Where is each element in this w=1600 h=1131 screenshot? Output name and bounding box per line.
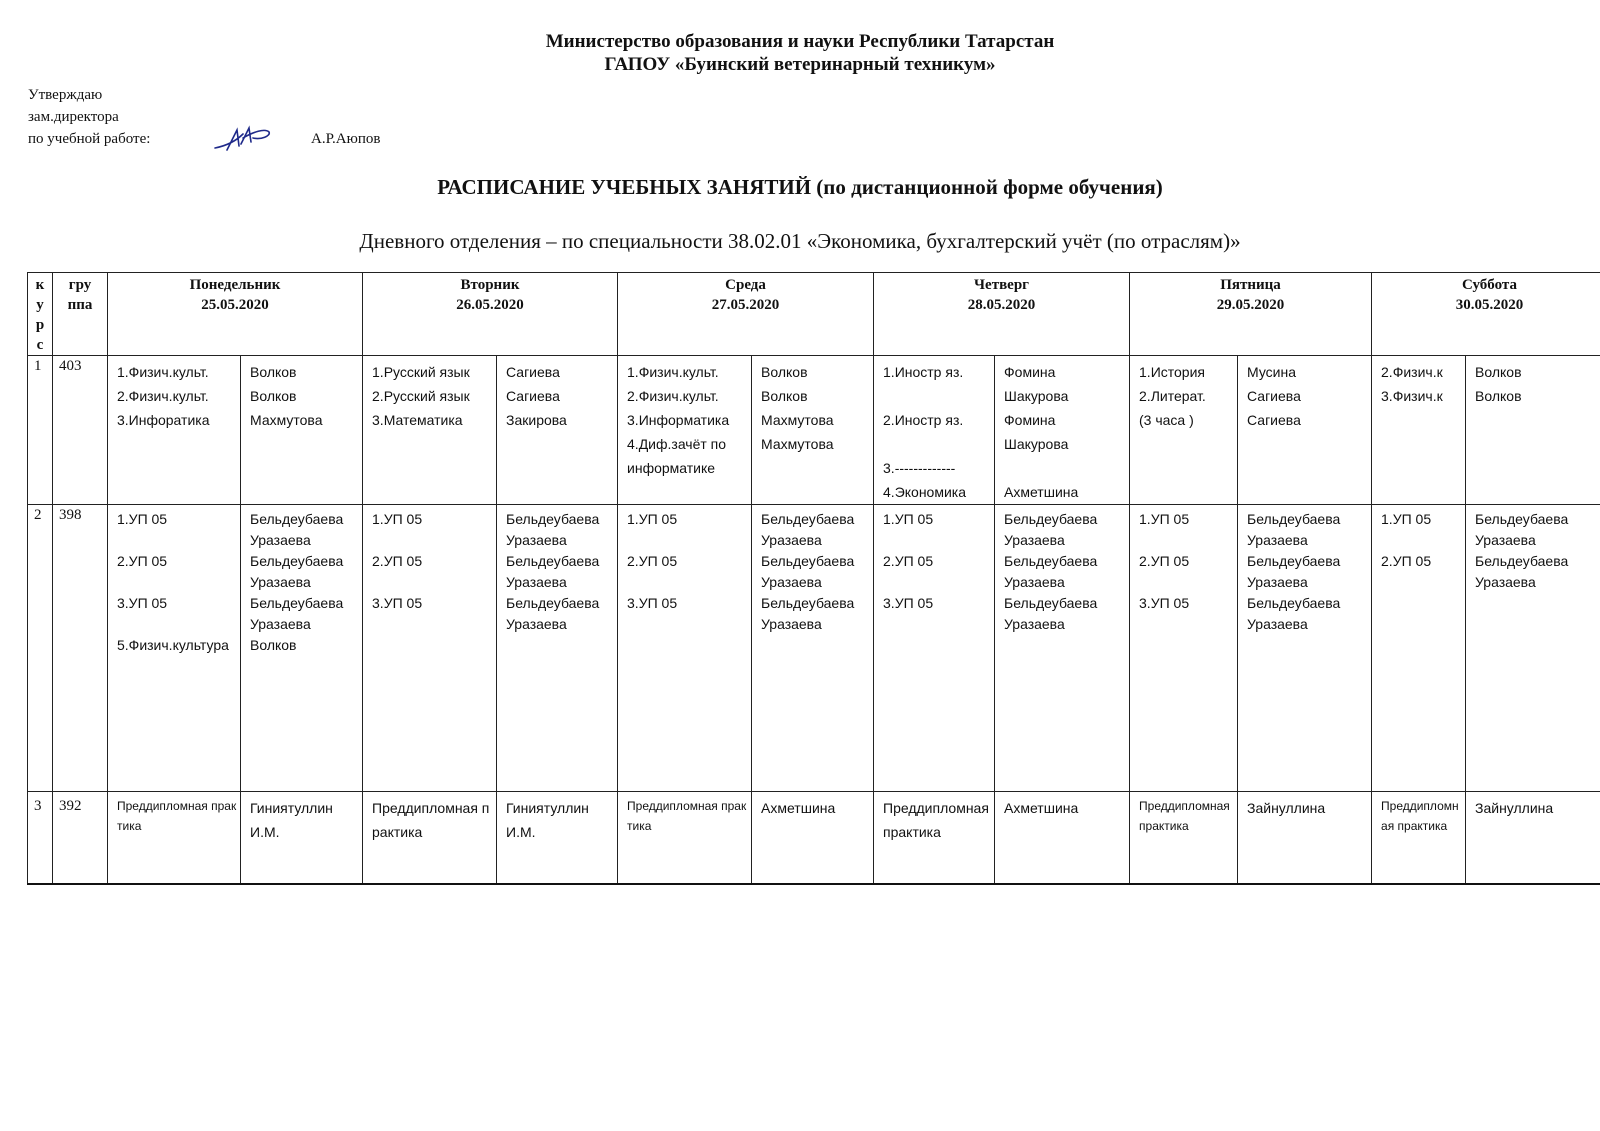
- subject-cell: [108, 505, 241, 792]
- subject-entry: 2.УП 05: [1139, 553, 1190, 569]
- subject-entry: [1139, 530, 1237, 551]
- teacher-entry: Уразаева: [1475, 574, 1536, 590]
- subject-cell: [363, 356, 497, 505]
- teacher-entry: Волков: [761, 388, 808, 404]
- teacher-entry: Уразаева: [1004, 532, 1065, 548]
- subject-entry: 1.УП 05: [1139, 511, 1190, 527]
- ministry-title: Министерство образования и науки Республики Татарстан: [545, 31, 1055, 52]
- approval-line-1: Утверждаю: [28, 87, 103, 103]
- teacher-entry: Сагиева: [506, 364, 560, 380]
- subject-entry: [372, 572, 496, 593]
- approver-name: А.Р.Аюпов: [311, 131, 381, 147]
- subject-cell: [618, 505, 752, 792]
- subject-cell: [874, 505, 995, 792]
- subject-cell: [1130, 356, 1238, 505]
- teacher-entry: Бельдеубаева: [506, 553, 600, 569]
- teacher-entry: Волков: [250, 388, 297, 404]
- subject-entry: 3.УП 05: [883, 595, 934, 611]
- teacher-entry: Уразаева: [761, 574, 822, 590]
- teacher-entry: Уразаева: [761, 616, 822, 632]
- teacher-entry: Бельдеубаева: [1247, 553, 1341, 569]
- subject-cell: [363, 505, 497, 792]
- table-row: [28, 356, 1600, 505]
- teacher-cell: [241, 356, 363, 505]
- teacher-cell: [1238, 505, 1372, 792]
- institution-title: ГАПОУ «Буинский ветеринарный техникум»: [604, 54, 996, 75]
- teacher-entry: Волков: [761, 364, 808, 380]
- teacher-entry: Сагиева: [506, 388, 560, 404]
- teacher-entry: Бельдеубаева: [1004, 511, 1098, 527]
- teacher-entry: Уразаева: [250, 532, 311, 548]
- subject-entry: 3.-------------: [883, 460, 956, 476]
- subject-cell: [363, 792, 497, 884]
- teacher-cell: [241, 505, 363, 792]
- teacher-entry: Волков: [250, 637, 297, 653]
- teacher-entry: Зайнуллина: [1247, 800, 1326, 816]
- subject-cell: [618, 356, 752, 505]
- col-group: гру ппа: [53, 273, 108, 356]
- teacher-entry: Бельдеубаева: [506, 595, 600, 611]
- page-subtitle: Дневного отделения – по специальности 38.02.01 «Экономика, бухгалтерский учёт (по отраслям)»: [359, 229, 1241, 253]
- teacher-entry: Уразаева: [506, 574, 567, 590]
- subject-entry: 2.УП 05: [627, 553, 678, 569]
- subject-entry: 2.УП 05: [883, 553, 934, 569]
- teacher-entry: Уразаева: [1247, 532, 1308, 548]
- subject-entry: 4.Экономика: [883, 484, 967, 500]
- subject-entry: [627, 530, 751, 551]
- teacher-entry: Сагиева: [1247, 412, 1301, 428]
- subject-entry: [883, 572, 994, 593]
- teacher-entry: Уразаева: [250, 616, 311, 632]
- teacher-cell: [241, 792, 363, 884]
- teacher-cell: [1466, 505, 1600, 792]
- subject-entry: 2.УП 05: [1381, 553, 1432, 569]
- subject-cell: [874, 356, 995, 505]
- teacher-entry: Бельдеубаева: [761, 553, 855, 569]
- teacher-cell: [497, 505, 618, 792]
- teacher-entry: Волков: [1475, 388, 1522, 404]
- schedule-table: [27, 272, 1600, 885]
- teacher-cell: [752, 792, 874, 884]
- teacher-entry: Гиниятуллин И.М.: [250, 800, 333, 840]
- subject-entry: 2.Литерат.: [1139, 388, 1206, 404]
- subject-entry: [627, 572, 751, 593]
- teacher-cell: [995, 505, 1130, 792]
- header-row: [28, 273, 1600, 356]
- subject-entry: 3.УП 05: [1139, 595, 1190, 611]
- subject-cell: [1372, 505, 1466, 792]
- subject-entry: Преддипломная практика: [1381, 799, 1459, 833]
- subject-entry: 1.Иностр яз.: [883, 364, 964, 380]
- teacher-entry: [761, 456, 873, 480]
- subject-entry: 3.УП 05: [372, 595, 423, 611]
- teacher-entry: Ахметшина: [1004, 800, 1079, 816]
- group-cell: 398: [53, 505, 108, 792]
- subject-cell: [1372, 792, 1466, 884]
- subject-entry: [117, 530, 240, 551]
- teacher-cell: [1466, 792, 1600, 884]
- subject-entry: 1.УП 05: [117, 511, 168, 527]
- subject-cell: [1372, 356, 1466, 505]
- subject-entry: Преддипломная практика: [117, 799, 237, 833]
- teacher-entry: Уразаева: [1247, 616, 1308, 632]
- kurs-cell: 1: [28, 356, 53, 505]
- teacher-cell: [752, 505, 874, 792]
- teacher-entry: Бельдеубаева: [1475, 553, 1569, 569]
- teacher-entry: Бельдеубаева: [506, 511, 600, 527]
- teacher-entry: Сагиева: [1247, 388, 1301, 404]
- teacher-entry: Бельдеубаева: [250, 595, 344, 611]
- teacher-cell: [497, 356, 618, 505]
- subject-entry: 3.УП 05: [627, 595, 678, 611]
- teacher-entry: Уразаева: [1475, 532, 1536, 548]
- teacher-entry: Закирова: [506, 412, 567, 428]
- col-day-fri: Пятница 29.05.2020: [1130, 273, 1372, 356]
- subject-entry: 1.УП 05: [1381, 511, 1432, 527]
- teacher-entry: Бельдеубаева: [1004, 595, 1098, 611]
- teacher-entry: Махмутова: [250, 412, 323, 428]
- teacher-entry: Фомина: [1004, 364, 1056, 380]
- teacher-entry: Бельдеубаева: [250, 511, 344, 527]
- teacher-cell: [1238, 792, 1372, 884]
- col-day-sat: Суббота 30.05.2020: [1372, 273, 1600, 356]
- teacher-entry: Зайнуллина: [1475, 800, 1554, 816]
- subject-entry: 1.Физич.культ.: [627, 364, 719, 380]
- subject-entry: 3.Инфоратика: [117, 412, 210, 428]
- subject-entry: [117, 572, 240, 593]
- teacher-entry: Волков: [250, 364, 297, 380]
- teacher-entry: Шакурова: [1004, 436, 1069, 452]
- subject-entry: 1.УП 05: [372, 511, 423, 527]
- approval-role: по учебной работе:: [28, 131, 151, 147]
- subject-entry: [1139, 572, 1237, 593]
- teacher-entry: Бельдеубаева: [250, 553, 344, 569]
- subject-entry: [883, 432, 994, 456]
- subject-cell: [874, 792, 995, 884]
- approval-block: [28, 84, 381, 150]
- subject-entry: 2.УП 05: [372, 553, 423, 569]
- group-cell: 392: [53, 792, 108, 884]
- subject-entry: (3 часа ): [1139, 412, 1194, 428]
- subject-entry: 1.УП 05: [883, 511, 934, 527]
- group-cell: 403: [53, 356, 108, 505]
- col-kurs: к у р с: [28, 273, 53, 356]
- teacher-cell: [1238, 356, 1372, 505]
- subject-entry: 1.Русский язык: [372, 364, 470, 380]
- subject-entry: 1.Физич.культ.: [117, 364, 209, 380]
- subject-entry: [883, 384, 994, 408]
- teacher-entry: Махмутова: [761, 412, 834, 428]
- teacher-entry: Уразаева: [1004, 574, 1065, 590]
- subject-entry: 1.История: [1139, 364, 1205, 380]
- document-header: [0, 30, 1600, 76]
- subject-cell: [108, 792, 241, 884]
- teacher-entry: Гиниятуллин И.М.: [506, 800, 589, 840]
- teacher-entry: Уразаева: [761, 532, 822, 548]
- kurs-cell: 2: [28, 505, 53, 792]
- subject-entry: 2.Физич.культ.: [117, 388, 209, 404]
- approval-line-3: [28, 128, 381, 150]
- subject-entry: 4.Диф.зачёт по: [627, 436, 727, 452]
- subject-cell: [1130, 505, 1238, 792]
- subject-entry: Преддипломная практика: [1139, 799, 1230, 833]
- teacher-entry: Уразаева: [1004, 616, 1065, 632]
- subject-entry: [883, 530, 994, 551]
- teacher-cell: [995, 792, 1130, 884]
- subject-entry: [372, 530, 496, 551]
- subject-entry: 3.Физич.к: [1381, 388, 1443, 404]
- col-day-tue: Вторник 26.05.2020: [363, 273, 618, 356]
- teacher-entry: Уразаева: [506, 616, 567, 632]
- teacher-entry: Махмутова: [761, 436, 834, 452]
- subject-entry: 3.Информатика: [627, 412, 730, 428]
- page-title: РАСПИСАНИЕ УЧЕБНЫХ ЗАНЯТИЙ (по дистанционной форме обучения): [437, 175, 1163, 199]
- subject-entry: Преддипломная практика: [372, 800, 490, 840]
- teacher-entry: Бельдеубаева: [1004, 553, 1098, 569]
- teacher-entry: Волков: [1475, 364, 1522, 380]
- col-day-thu: Четверг 28.05.2020: [874, 273, 1130, 356]
- subject-entry: 2.УП 05: [117, 553, 168, 569]
- subject-entry: 1.УП 05: [627, 511, 678, 527]
- table-row: [28, 792, 1600, 884]
- teacher-entry: Мусина: [1247, 364, 1297, 380]
- table-row: [28, 505, 1600, 792]
- teacher-entry: Уразаева: [1247, 574, 1308, 590]
- subject-entry: 2.Иностр яз.: [883, 412, 964, 428]
- col-day-wed: Среда 27.05.2020: [618, 273, 874, 356]
- teacher-entry: Шакурова: [1004, 388, 1069, 404]
- subject-entry: 2.Русский язык: [372, 388, 470, 404]
- teacher-entry: Уразаева: [506, 532, 567, 548]
- signature-icon: [213, 124, 273, 154]
- teacher-entry: Бельдеубаева: [761, 595, 855, 611]
- subject-entry: 3.УП 05: [117, 595, 168, 611]
- subject-entry: 2.Физич.культ.: [627, 388, 719, 404]
- subject-cell: [618, 792, 752, 884]
- subject-entry: 3.Математика: [372, 412, 463, 428]
- teacher-cell: [1466, 356, 1600, 505]
- kurs-cell: 3: [28, 792, 53, 884]
- subject-entry: [1381, 530, 1465, 551]
- subject-cell: [1130, 792, 1238, 884]
- teacher-entry: Бельдеубаева: [1247, 511, 1341, 527]
- teacher-cell: [995, 356, 1130, 505]
- teacher-entry: Ахметшина: [1004, 484, 1079, 500]
- subject-cell: [108, 356, 241, 505]
- teacher-entry: Бельдеубаева: [1475, 511, 1569, 527]
- teacher-entry: Ахметшина: [761, 800, 836, 816]
- subject-entry: Преддипломная практика: [883, 800, 989, 840]
- teacher-entry: Бельдеубаева: [1247, 595, 1341, 611]
- subject-entry: 5.Физич.культура: [117, 637, 229, 653]
- subject-entry: [117, 614, 240, 635]
- teacher-entry: Фомина: [1004, 412, 1056, 428]
- col-day-mon: Понедельник 25.05.2020: [108, 273, 363, 356]
- subject-entry: информатике: [627, 460, 716, 476]
- teacher-cell: [752, 356, 874, 505]
- teacher-entry: [1004, 456, 1129, 480]
- subject-entry: 2.Физич.к: [1381, 364, 1443, 380]
- approval-line-2: зам.директора: [28, 109, 119, 125]
- teacher-cell: [497, 792, 618, 884]
- subject-entry: Преддипломная практика: [627, 799, 747, 833]
- teacher-entry: Уразаева: [250, 574, 311, 590]
- teacher-entry: Бельдеубаева: [761, 511, 855, 527]
